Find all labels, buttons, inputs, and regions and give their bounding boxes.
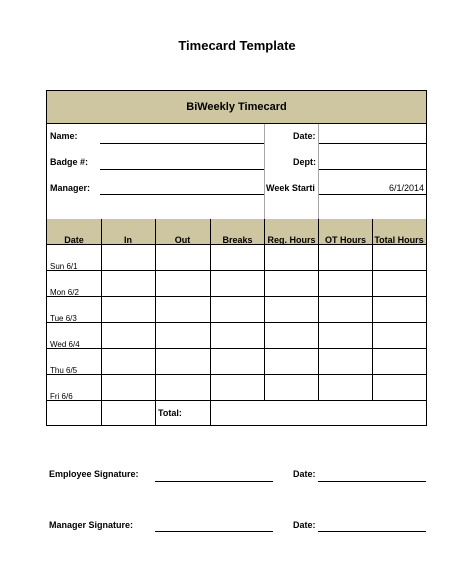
table-row-date: Thu 6/5 <box>50 366 78 375</box>
date-field[interactable] <box>318 143 426 144</box>
table-row-divider <box>47 322 426 323</box>
table-column-divider <box>264 219 265 400</box>
table-column-divider <box>210 219 211 425</box>
total-label: Total: <box>158 408 182 418</box>
manager-date-label: Date: <box>293 520 316 530</box>
table-row-date: Tue 6/3 <box>50 314 77 323</box>
table-row-date: Wed 6/4 <box>50 340 80 349</box>
table-column-divider <box>318 219 319 400</box>
dept-field[interactable] <box>318 169 426 170</box>
table-column-divider <box>155 219 156 425</box>
badge-field[interactable] <box>100 169 264 170</box>
table-row-divider <box>47 270 426 271</box>
timecard-banner-title: BiWeekly Timecard <box>186 101 287 113</box>
table-row-divider <box>47 400 426 401</box>
column-header-total-hours: Total Hours <box>374 235 424 245</box>
table-column-divider <box>101 219 102 425</box>
table-row-divider <box>47 244 426 245</box>
week-start-field[interactable] <box>318 194 426 195</box>
employee-date-line[interactable] <box>318 481 426 482</box>
employee-date-label: Date: <box>293 469 316 479</box>
page-title: Timecard Template <box>178 38 296 53</box>
week-start-value: 6/1/2014 <box>388 183 424 193</box>
employee-signature-label: Employee Signature: <box>49 469 139 479</box>
manager-signature-line[interactable] <box>155 531 273 532</box>
info-divider <box>318 124 319 219</box>
dept-label: Dept: <box>293 157 316 167</box>
column-header-reg-hours: Reg. Hours <box>267 235 316 245</box>
column-header-ot-hours: OT Hours <box>324 235 366 245</box>
badge-label: Badge #: <box>50 157 89 167</box>
manager-date-line[interactable] <box>318 531 426 532</box>
table-row-divider <box>47 348 426 349</box>
column-header-in: In <box>124 235 132 245</box>
manager-label: Manager: <box>50 183 91 193</box>
table-row-divider <box>47 296 426 297</box>
info-divider <box>264 124 265 219</box>
week-start-label: Week Starti <box>266 183 315 193</box>
name-label: Name: <box>50 131 78 141</box>
table-row-date: Mon 6/2 <box>50 288 79 297</box>
table-column-divider <box>372 219 373 400</box>
manager-signature-label: Manager Signature: <box>49 520 134 530</box>
table-row-date: Fri 6/6 <box>50 392 73 401</box>
timecard-frame <box>46 90 427 426</box>
name-field[interactable] <box>100 143 264 144</box>
table-row-date: Sun 6/1 <box>50 262 78 271</box>
employee-signature-line[interactable] <box>155 481 273 482</box>
column-header-out: Out <box>174 235 191 245</box>
column-header-breaks: Breaks <box>222 235 253 245</box>
manager-field[interactable] <box>100 194 264 195</box>
column-header-date: Date <box>64 235 84 245</box>
date-label: Date: <box>293 131 316 141</box>
table-row-divider <box>47 374 426 375</box>
